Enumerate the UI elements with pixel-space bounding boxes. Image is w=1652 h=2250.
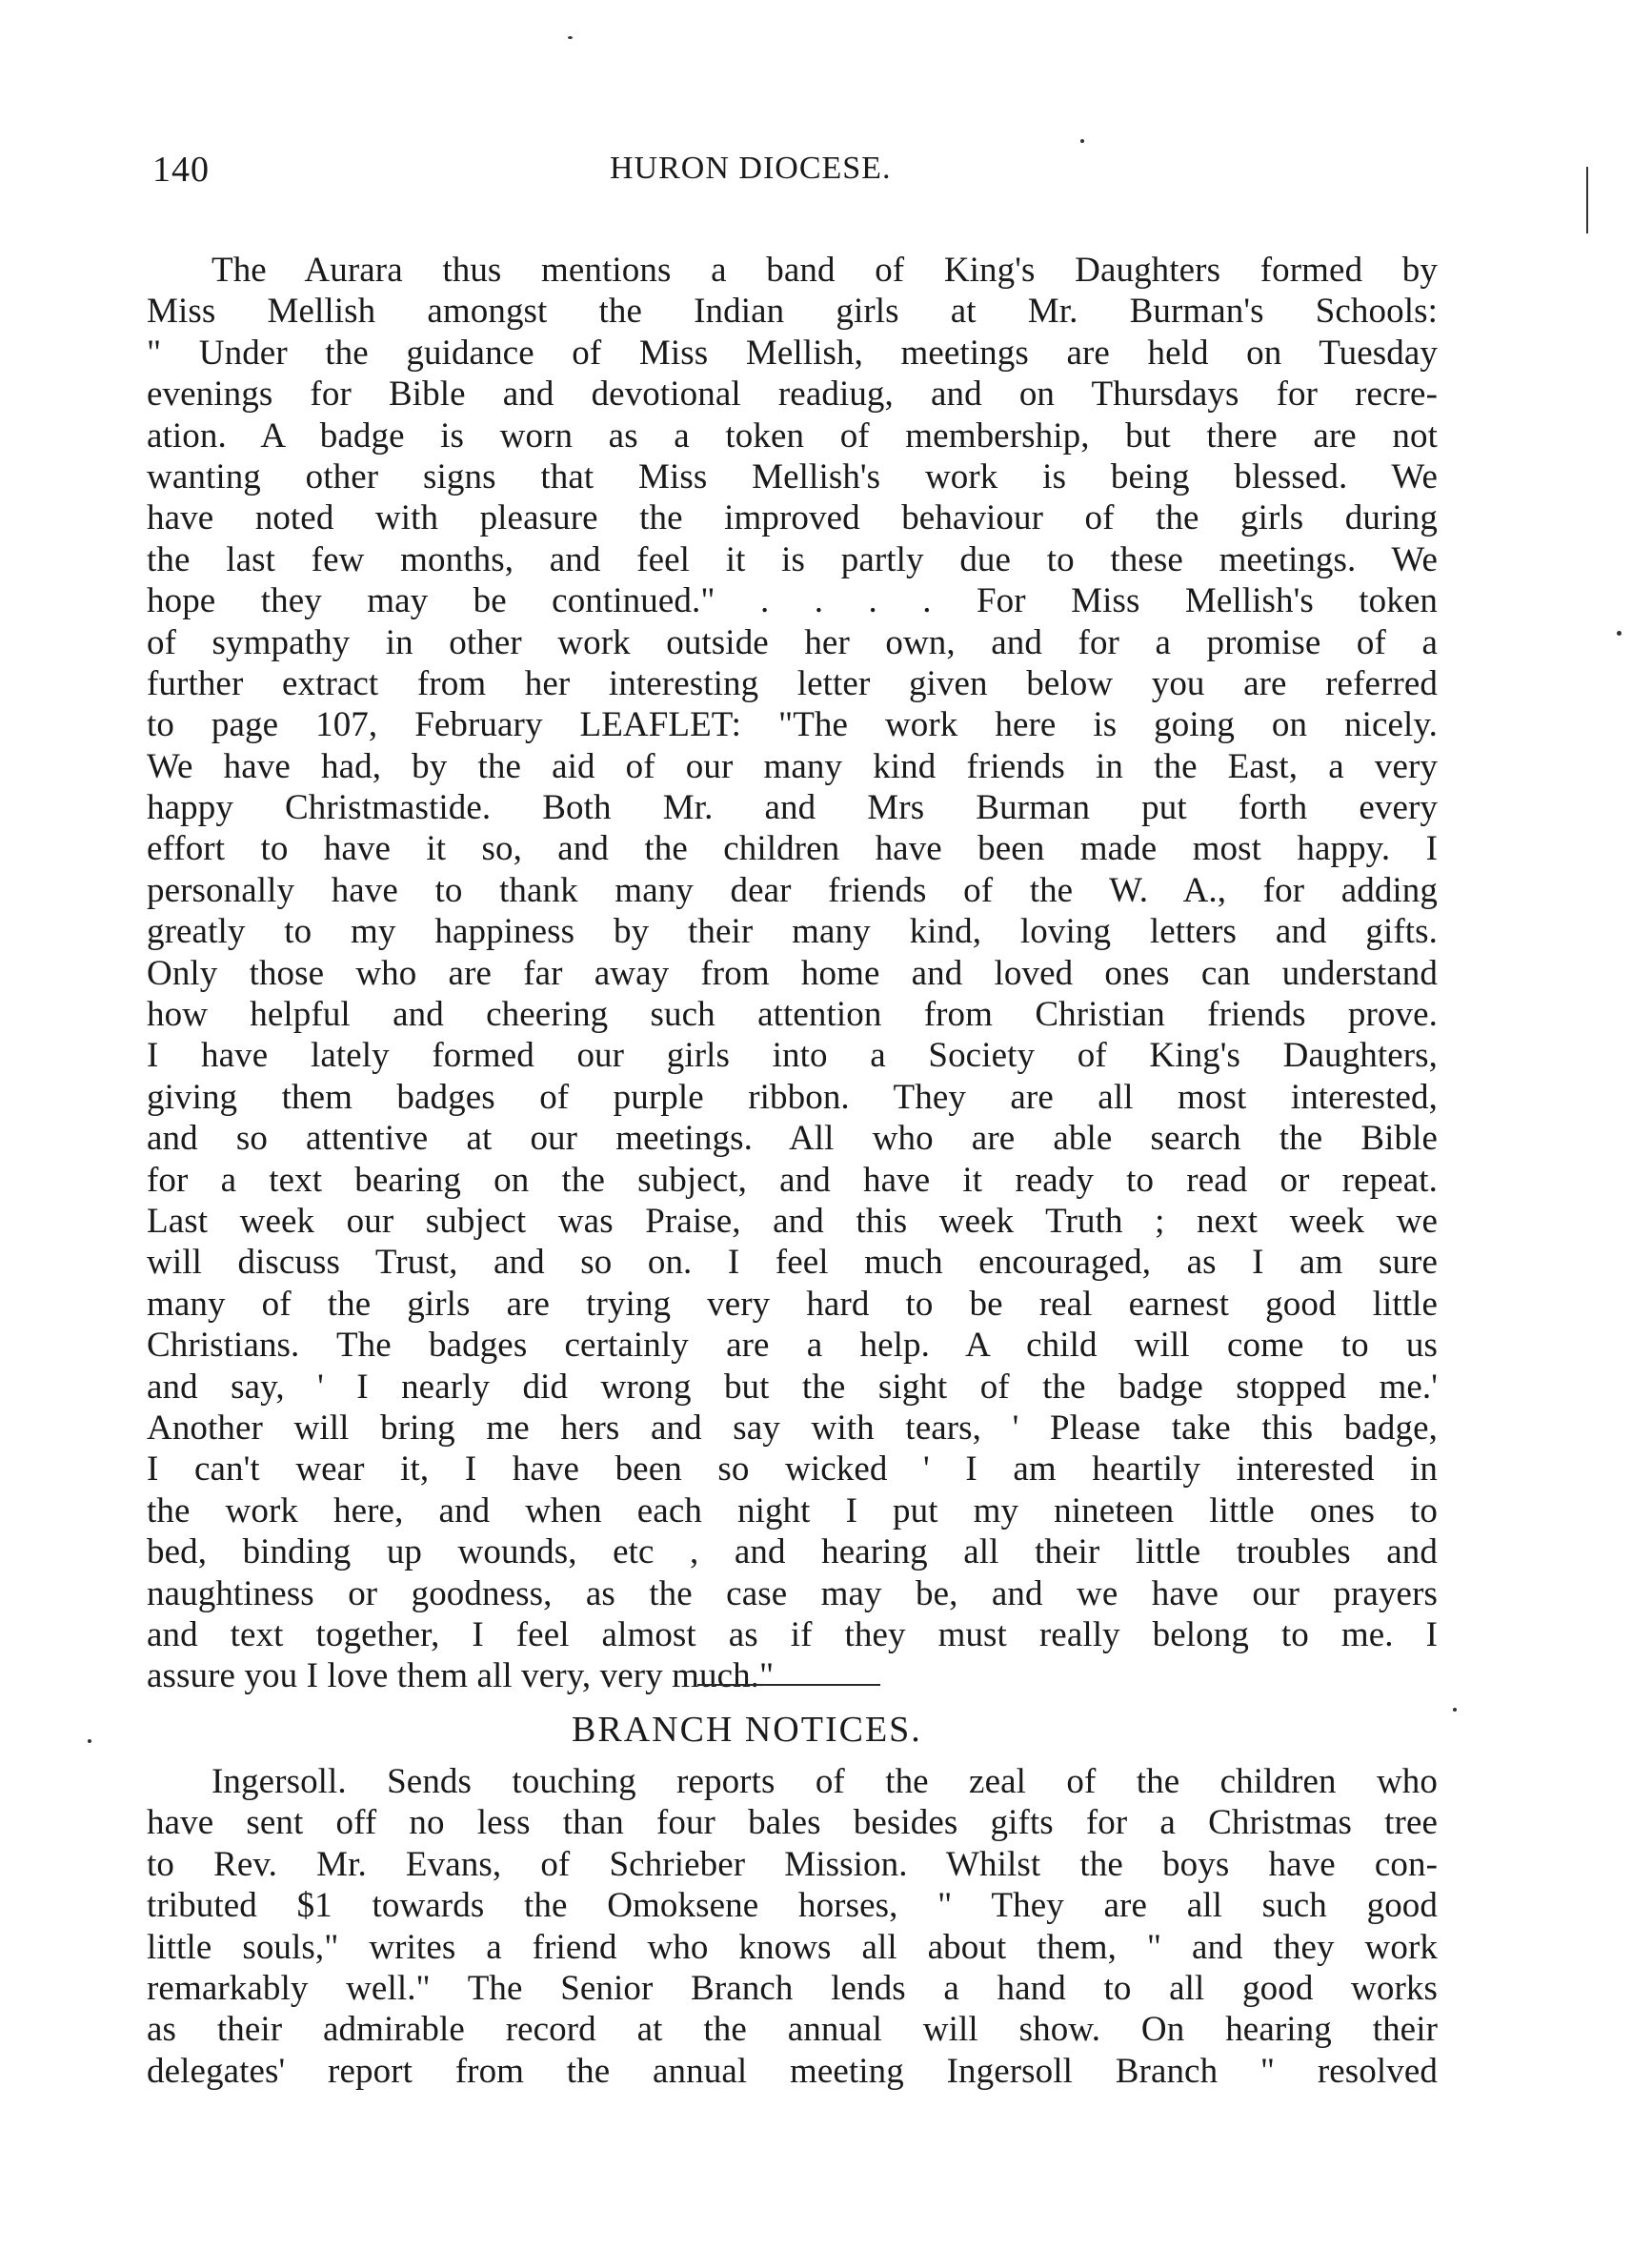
text-line: evenings for Bible and devotional readiug, and on Thursdays for recre- <box>147 375 1438 415</box>
text-line: Last week our subject was Praise, and this week Truth ; next week we <box>147 1201 1438 1241</box>
text-line: and say, ' I nearly did wrong but the sight of the badge stopped me.' <box>147 1367 1438 1407</box>
text-line: naughtiness or goodness, as the case may be, and we have our prayers <box>147 1573 1438 1613</box>
text-line: Another will bring me hers and say with tears, ' Please take this badge, <box>147 1408 1438 1448</box>
text-line: will discuss Trust, and so on. I feel much encouraged, as I am sure <box>147 1243 1438 1283</box>
text-line: ation. A badge is worn as a token of membership, but there are not <box>147 416 1438 456</box>
text-line: I can't wear it, I have been so wicked ' I am heartily interested in <box>147 1449 1438 1490</box>
scan-speck <box>1080 139 1084 143</box>
text-line: The Aurara thus mentions a band of King's Daughters formed by <box>212 251 1438 290</box>
text-line: have noted with pleasure the improved behaviour of the girls during <box>147 498 1438 538</box>
text-line: and text together, I feel almost as if they must really belong to me. I <box>147 1614 1438 1654</box>
scan-speck <box>1617 631 1622 636</box>
text-line: " Under the guidance of Miss Mellish, meetings are held on Tuesday <box>147 333 1438 373</box>
section-heading: BRANCH NOTICES. <box>572 1710 922 1750</box>
text-line: hope they may be continued." . . . . For Miss Mellish's token <box>147 581 1438 621</box>
text-line: the last few months, and feel it is partly due to these meetings. We <box>147 539 1438 579</box>
text-line: bed, binding up wounds, etc , and hearing all their little troubles and <box>147 1532 1438 1572</box>
text-line: little souls," writes a friend who knows all about them, " and they work <box>147 1927 1438 1967</box>
text-line: We have had, by the aid of our many kind friends in the East, a very <box>147 746 1438 786</box>
text-line: effort to have it so, and the children have been made most happy. I <box>147 829 1438 869</box>
branch-notices-body <box>147 1761 1438 2092</box>
text-line: to Rev. Mr. Evans, of Schrieber Mission. Whilst the boys have con- <box>147 1844 1438 1884</box>
text-line: Christians. The badges certainly are a help. A child will come to us <box>147 1326 1438 1366</box>
running-head <box>152 149 962 196</box>
scan-edge-mark <box>1586 167 1592 233</box>
text-line: how helpful and cheering such attention from Christian friends prove. <box>147 995 1438 1035</box>
text-line: tributed $1 towards the Omoksene horses, " They are all such good <box>147 1886 1438 1926</box>
text-line: further extract from her interesting letter given below you are referred <box>147 663 1438 703</box>
scan-speck <box>1453 1708 1457 1712</box>
scan-speck <box>88 1739 91 1743</box>
text-line: Miss Mellish amongst the Indian girls at Mr. Burman's Schools: <box>147 292 1438 332</box>
text-line: happy Christmastide. Both Mr. and Mrs Burman put forth every <box>147 788 1438 828</box>
scan-speck <box>568 36 573 39</box>
text-line: and so attentive at our meetings. All who are able search the Bible <box>147 1119 1438 1159</box>
text-line: Ingersoll. Sends touching reports of the zeal of the children who <box>212 1762 1438 1801</box>
text-line: assure you I love them all very, very much." <box>147 1656 775 1696</box>
running-title: HURON DIOCESE. <box>610 151 892 186</box>
text-line: greatly to my happiness by their many kind, loving letters and gifts. <box>147 912 1438 952</box>
text-line: the work here, and when each night I put my nineteen little ones to <box>147 1490 1438 1530</box>
text-line: wanting other signs that Miss Mellish's work is being blessed. We <box>147 456 1438 497</box>
text-line: as their admirable record at the annual will show. On hearing their <box>147 2010 1438 2050</box>
article-body <box>147 250 1438 1697</box>
page-number: 140 <box>152 150 210 190</box>
text-line: delegates' report from the annual meeting Ingersoll Branch " resolved <box>147 2051 1438 2091</box>
text-line: of sympathy in other work outside her own, and for a promise of a <box>147 622 1438 662</box>
section-divider <box>697 1684 880 1686</box>
text-line: giving them badges of purple ribbon. They are all most interested, <box>147 1077 1438 1117</box>
text-line: to page 107, February LEAFLET: "The work here is going on nicely. <box>147 705 1438 745</box>
text-line: personally have to thank many dear friends of the W. A., for adding <box>147 870 1438 910</box>
text-line: Only those who are far away from home and loved ones can understand <box>147 953 1438 993</box>
text-line: many of the girls are trying very hard to be real earnest good little <box>147 1284 1438 1324</box>
text-line: for a text bearing on the subject, and have it ready to read or repeat. <box>147 1160 1438 1200</box>
text-line: remarkably well." The Senior Branch lends a hand to all good works <box>147 1968 1438 2008</box>
text-line: have sent off no less than four bales besides gifts for a Christmas tree <box>147 1803 1438 1843</box>
text-line: I have lately formed our girls into a Society of King's Daughters, <box>147 1036 1438 1076</box>
